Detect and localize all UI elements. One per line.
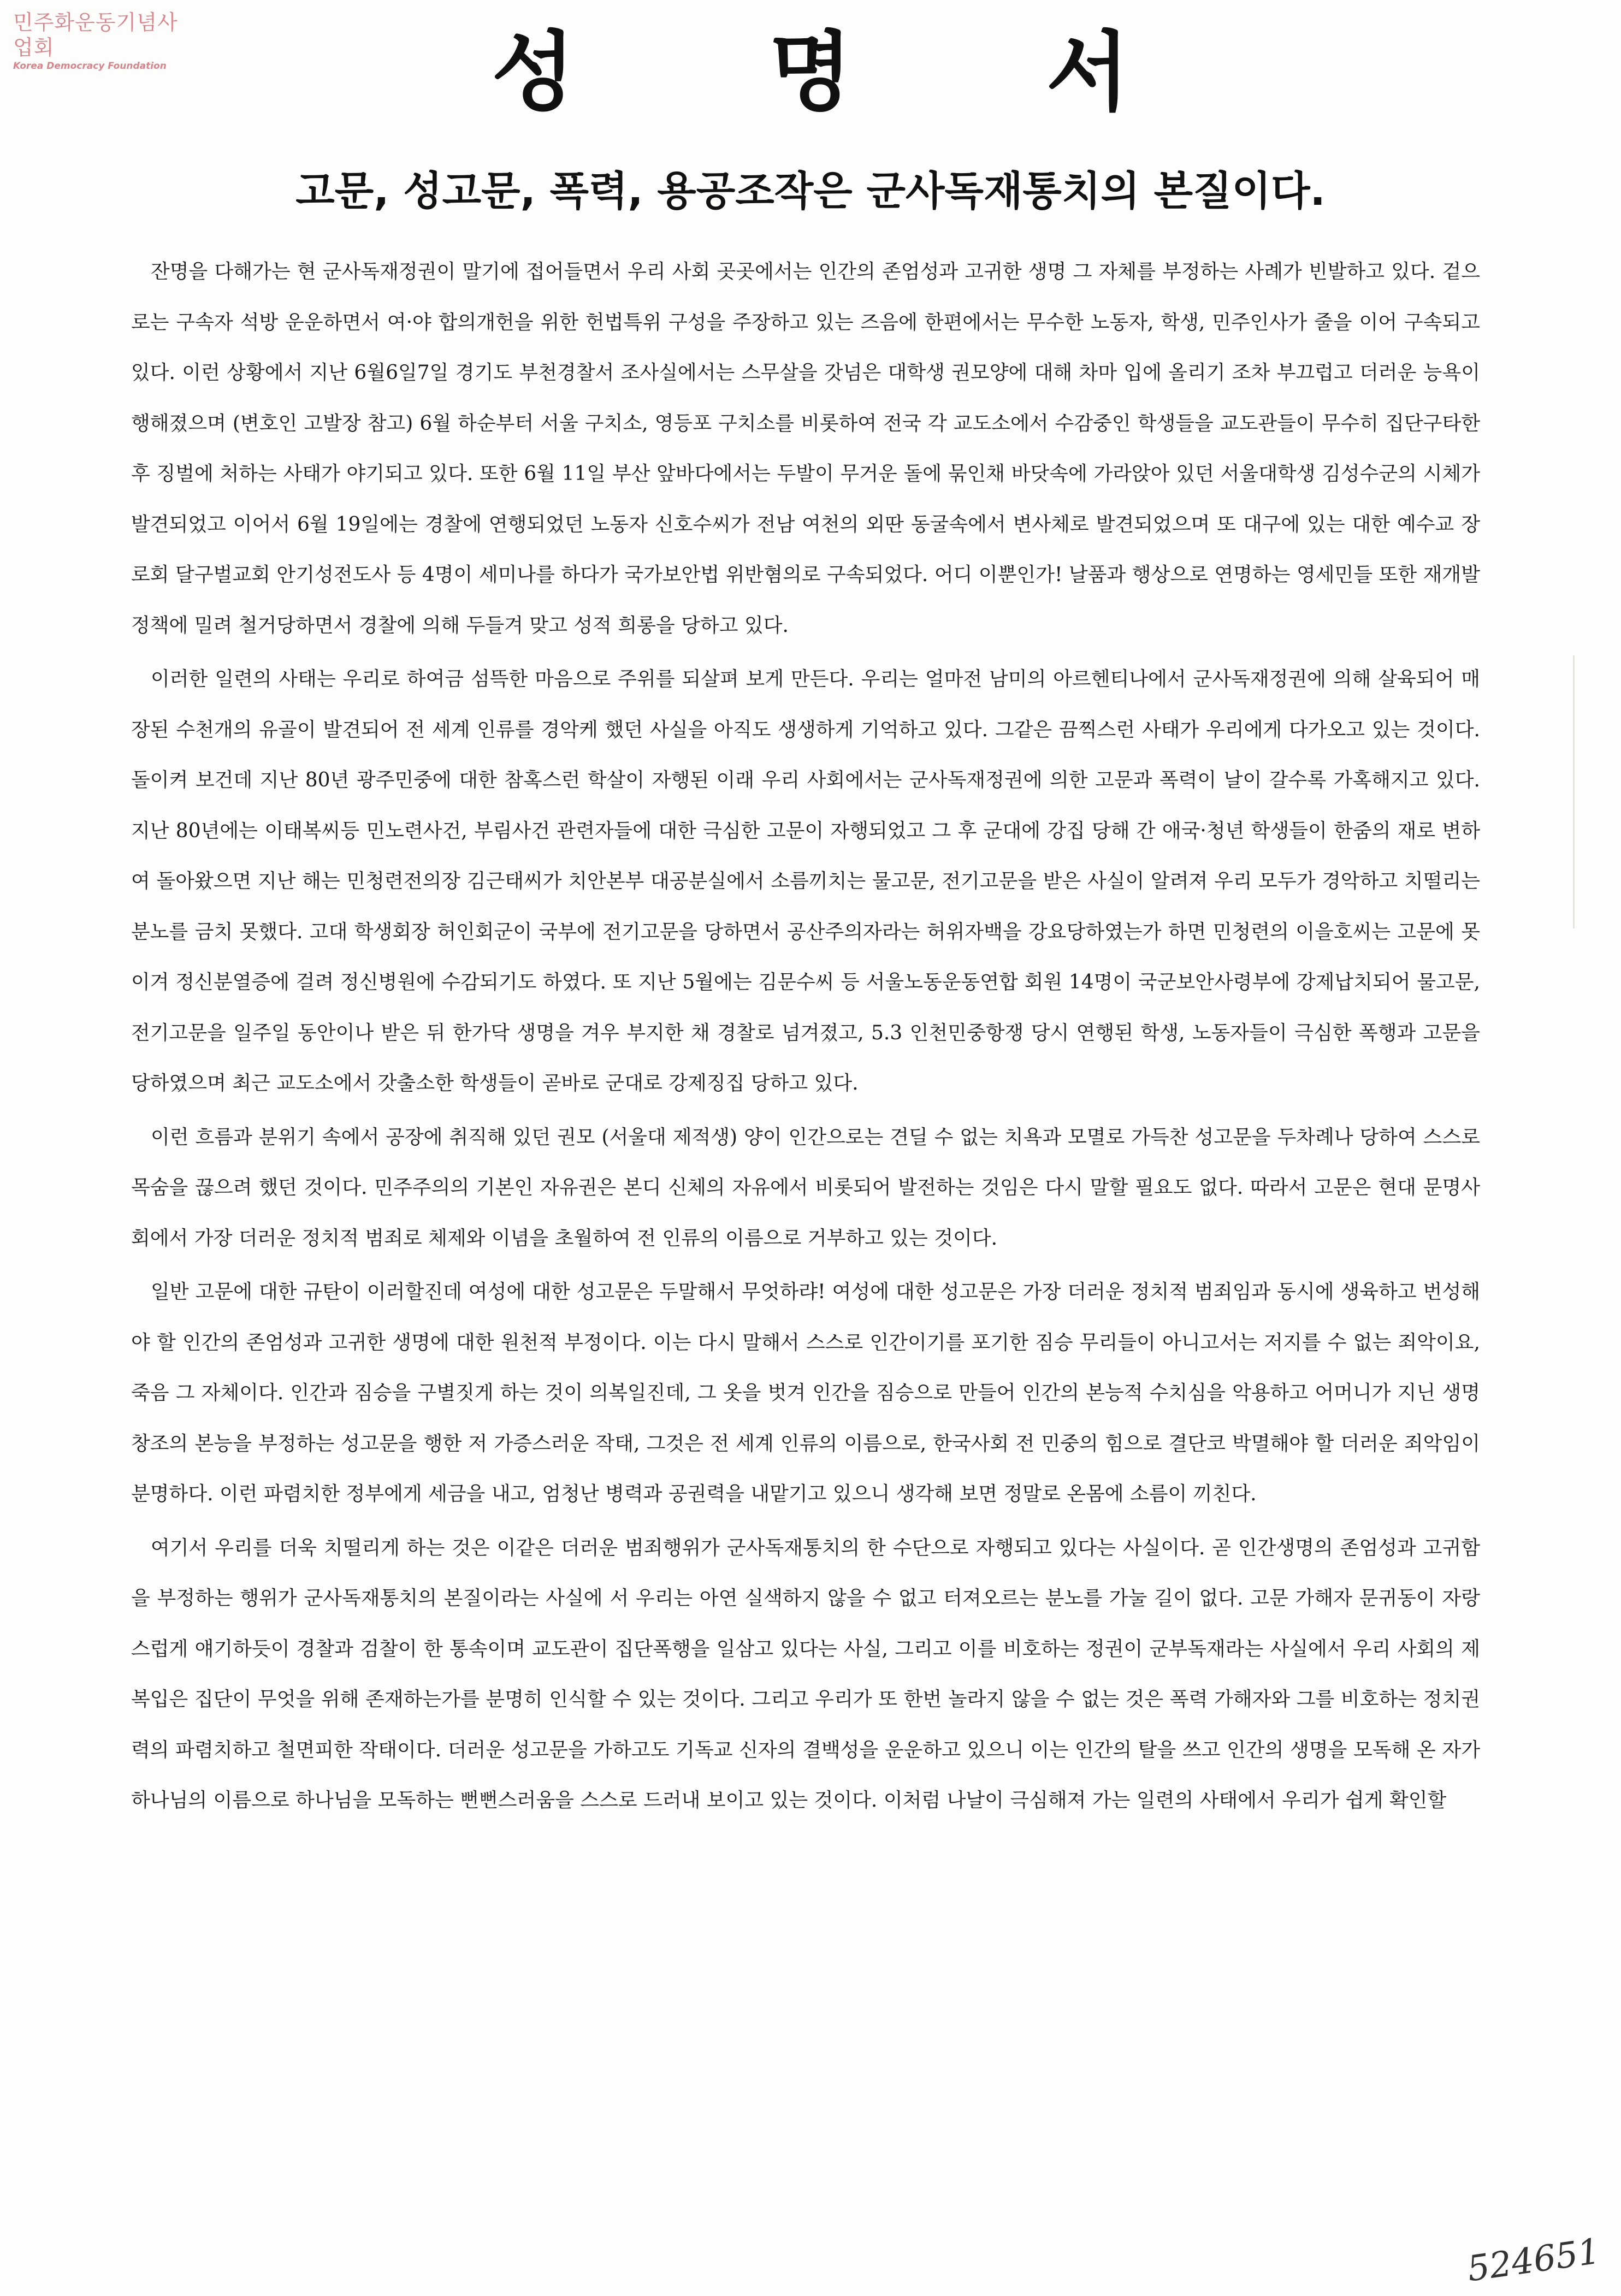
document-body [131,247,1480,2147]
logo-english-text: Korea Democracy Foundation [13,61,167,72]
body-paragraph-3: 이런 흐름과 분위기 속에서 공장에 취직해 있던 권모 (서울대 제적생) 양이 인간으로는 견딜 수 없는 치욕과 모멸로 가득찬 성고문을 두차례나 당하여 스스로 목숨을 끊으려 했던 것이다. 민주주의의 기본인 자유권은 본디 신체의 자유에서 비롯되어 발전하는 것임은 다시 말할 필요도 없다. 따라서 고문은 현대 문명사회에서 가장 더러운 정치적 범죄로 체제와 이념을 초월하여 전 인류의 이름으로 거부하고 있는 것이다. [131,1126,1480,1250]
document-title: 성 명 서 [492,22,1211,123]
body-paragraph-5: 여기서 우리를 더욱 치떨리게 하는 것은 이같은 더러운 범죄행위가 군사독재통치의 한 수단으로 자행되고 있다는 사실이다. 곧 인간생명의 존엄성과 고귀함을 부정하는 행위가 군사독재통치의 본질이라는 사실에 서 우리는 아연 실색하지 않을 수 없고 터져오르는 분노를 가눌 길이 없다. 고문 가해자 문귀동이 자랑스럽게 얘기하듯이 경찰과 검찰이 한 통속이며 교도관이 집단폭행을 일삼고 있다는 사실, 그리고 이를 비호하는 정권이 군부독재라는 사실에서 우리 사회의 제복입은 집단이 무엇을 위해 존재하는가를 분명히 인식할 수 있는 것이다. 그리고 우리가 또 한번 놀라지 않을 수 없는 것은 폭력 가해자와 그를 비호하는 정치권력의 파렴치하고 철면피한 작태이다. 더러운 성고문을 가하고도 기독교 신자의 결백성을 운운하고 있으니 이는 인간의 탈을 쓰고 인간의 생명을 모독해 온 자가 하나님의 이름으로 하나님을 모독하는 뻔뻔스러움을 스스로 드러내 보이고 있는 것이다. 이처럼 나날이 극심해져 가는 일련의 사태에서 우리가 쉽게 확인할 [131,1536,1480,1812]
logo-korean-text: 민주화운동기념사업회 [13,10,178,60]
body-paragraph-1: 잔명을 다해가는 현 군사독재정권이 말기에 접어들면서 우리 사회 곳곳에서는 인간의 존엄성과 고귀한 생명 그 자체를 부정하는 사례가 빈발하고 있다. 겉으로는 구속자 석방 운운하면서 여·야 합의개헌을 위한 헌법특위 구성을 주장하고 있는 즈음에 한편에서는 무수한 노동자, 학생, 민주인사가 줄을 이어 구속되고 있다. 이런 상황에서 지난 6월6일7일 경기도 부천경찰서 조사실에서는 스무살을 갓넘은 대학생 권모양에 대해 차마 입에 올리기 조차 부끄럽고 더러운 능욕이 행해졌으며 (변호인 고발장 참고) 6월 하순부터 서울 구치소, 영등포 구치소를 비롯하여 전국 각 교도소에서 수감중인 학생들을 교도관들이 무수히 집단구타한 후 징벌에 처하는 사태가 야기되고 있다. 또한 6월 11일 부산 앞바다에서는 두발이 무거운 돌에 묶인채 바닷속에 가라앉아 있던 서울대학생 김성수군의 시체가 발견되었고 이어서 6월 19일에는 경찰에 연행되었던 노동자 신호수씨가 전남 여천의 외딴 동굴속에서 변사체로 발견되었으며 또 대구에 있는 대한 예수교 장로회 달구벌교회 안기성전도사 등 4명이 세미나를 하다가 국가보안법 위반혐의로 구속되었다. 어디 이뿐인가! 날품과 행상으로 연명하는 영세민들 또한 재개발정책에 밀려 철거당하면서 경찰에 의해 두들겨 맞고 성적 희롱을 당하고 있다. [131,261,1480,637]
handwritten-archive-number: 524651 [1464,2231,1602,2290]
body-paragraph-2: 이러한 일련의 사태는 우리로 하여금 섬뜩한 마음으로 주위를 되살펴 보게 만든다. 우리는 얼마전 남미의 아르헨티나에서 군사독재정권에 의해 살육되어 매장된 수천개의 유골이 발견되어 전 세계 인류를 경악케 했던 사실을 아직도 생생하게 기억하고 있다. 그같은 끔찍스런 사태가 우리에게 다가오고 있는 것이다. 돌이켜 보건데 지난 80년 광주민중에 대한 참혹스런 학살이 자행된 이래 우리 사회에서는 군사독재정권에 의한 고문과 폭력이 날이 갈수록 가혹해지고 있다. 지난 80년에는 이태복씨등 민노련사건, 부림사건 관련자들에 대한 극심한 고문이 자행되었고 그 후 군대에 강집 당해 간 애국·청년 학생들이 한줌의 재로 변하여 돌아왔으면 지난 해는 민청련전의장 김근태씨가 치안본부 대공분실에서 소름끼치는 물고문, 전기고문을 받은 사실이 알려져 우리 모두가 경악하고 치떨리는 분노를 금치 못했다. 고대 학생회장 허인회군이 국부에 전기고문을 당하면서 공산주의자라는 허위자백을 강요당하였는가 하면 민청련의 이을호씨는 고문에 못이겨 정신분열증에 걸려 정신병원에 수감되기도 하였다. 또 지난 5월에는 김문수씨 등 서울노동운동연합 회원 14명이 국군보안사령부에 강제납치되어 물고문, 전기고문을 일주일 동안이나 받은 뒤 한가닥 생명을 겨우 부지한 채 경찰로 넘겨졌고, 5.3 인천민중항쟁 당시 연행된 학생, 노동자들이 극심한 폭행과 고문을 당하였으며 최근 교도소에서 갓출소한 학생들이 곧바로 군대로 강제징집 당하고 있다. [131,668,1480,1094]
scan-artifact-line [1573,655,1575,928]
document-subtitle: 고문, 성고문, 폭력, 용공조작은 군사독재통치의 본질이다. [295,168,1326,215]
body-paragraph-4: 일반 고문에 대한 규탄이 이러할진데 여성에 대한 성고문은 두말해서 무엇하랴! 여성에 대한 성고문은 가장 더러운 정치적 범죄임과 동시에 생육하고 번성해야 할 인간의 존엄성과 고귀한 생명에 대한 원천적 부정이다. 이는 다시 말해서 스스로 인간이기를 포기한 짐승 무리들이 아니고서는 저지를 수 없는 죄악이요, 죽음 그 자체이다. 인간과 짐승을 구별짓게 하는 것이 의복일진데, 그 옷을 벗겨 인간을 짐승으로 만들어 인간의 본능적 수치심을 악용하고 어머니가 지닌 생명창조의 본능을 부정하는 성고문을 행한 저 가증스러운 작태, 그것은 전 세계 인류의 이름으로, 한국사회 전 민중의 힘으로 결단코 박멸해야 할 더러운 죄악임이 분명하다. 이런 파렴치한 정부에게 세금을 내고, 엄청난 병력과 공권력을 내맡기고 있으니 생각해 보면 정말로 온몸에 소름이 끼친다. [131,1281,1480,1505]
